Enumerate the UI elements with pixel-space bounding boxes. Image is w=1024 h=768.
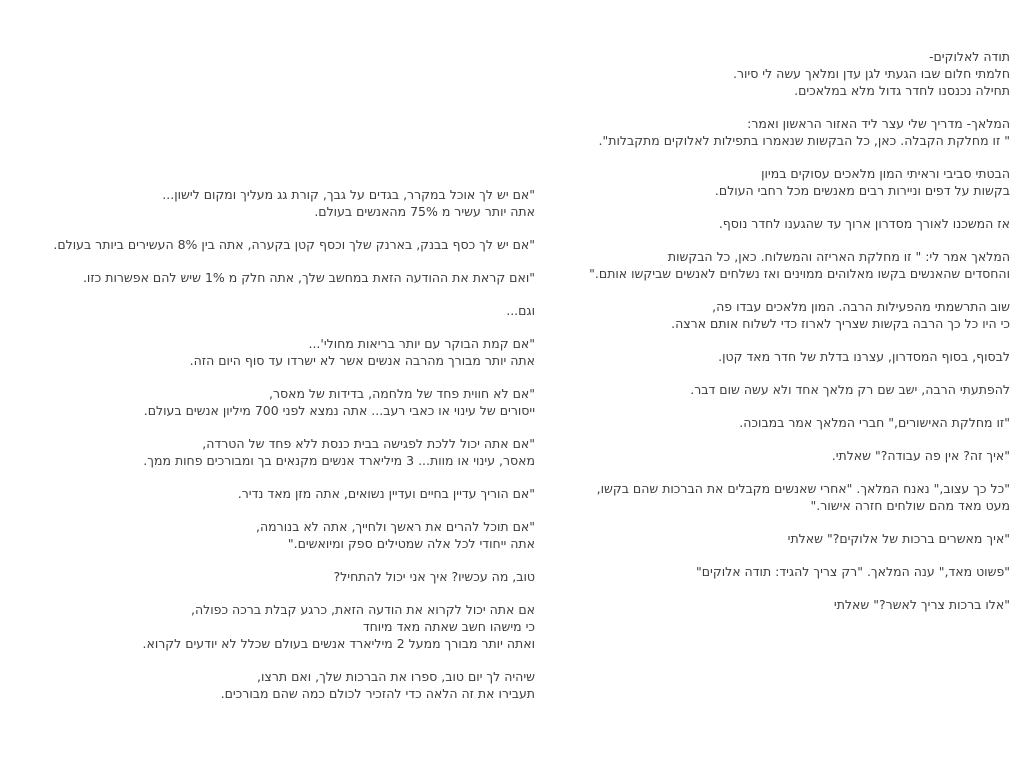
paragraph [53,601,535,652]
paragraph [589,596,1010,613]
paragraph [589,165,1010,199]
text-line: מעט מאד מהם שולחים חזרה אישור." [810,498,1010,513]
text-line: תודה לאלוקים- [928,49,1010,64]
text-line: "פשוט מאד," ענה המלאך. "רק צריך להגיד: תודה אלוקים" [696,564,1010,579]
text-line: "איך מאשרים ברכות של אלוקים?" שאלתי [787,531,1010,546]
paragraph [53,668,535,702]
text-line: אם אתה יכול לקרוא את הודעה הזאת, כרגע קבלת ברכה כפולה, [190,602,535,617]
text-line: "זו מחלקת האישורים," חברי המלאך אמר במבוכה. [739,415,1010,430]
text-line: טוב, מה עכשיו? איך אני יכול להתחיל? [333,569,535,584]
text-line: ייסורים של עינוי או כאבי רעב... אתה נמצא לפני 700 מיליון אנשים בעולם. [143,403,535,418]
text-line: לבסוף, בסוף המסדרון, עצרנו בדלת של חדר מאד קטן. [718,349,1010,364]
paragraph [589,480,1010,514]
text-line: אתה ייחודי לכל אלה שמטילים ספק ומיואשים." [287,536,535,551]
paragraph [589,115,1010,149]
paragraph [589,563,1010,580]
blessings-column [53,186,535,718]
paragraph [53,302,535,319]
paragraph [589,530,1010,547]
text-line: וגם... [506,303,535,318]
text-line: ואתה יותר מבורך ממעל 2 מיליארד אנשים בעולם שכלל לא יודעים לקרוא. [142,636,535,651]
paragraph [589,248,1010,282]
paragraph [53,269,535,286]
text-line: המלאך- מדריך שלי עצר ליד האזור הראשון ואמר: [747,116,1010,131]
paragraph [53,485,535,502]
paragraph [589,298,1010,332]
text-line: "אם אתה יכול ללכת לפגישה בבית כנסת ללא פחד של הטרדה, [202,436,535,451]
paragraph [589,381,1010,398]
text-line: בקשות על דפים וניירות רבים מאנשים מכל רחבי העולם. [714,183,1010,198]
text-line: אתה יותר עשיר מ 75% מהאנשים בעולם. [314,204,535,219]
paragraph [589,414,1010,431]
text-line: "איך זה? אין פה עבודה?" שאלתי. [831,448,1010,463]
text-line: "אם הוריך עדיין בחיים ועדיין נשואים, אתה מזן מאד נדיר. [237,486,535,501]
text-line: "אם לא חווית פחד של מלחמה, בדידות של מאסר, [268,386,535,401]
text-line: תחילה נכנסנו לחדר גדול מלא במלאכים. [794,83,1010,98]
text-line: תעבירו את זה הלאה כדי להזכיר לכולם כמה שהם מבורכים. [220,686,535,701]
paragraph [53,435,535,469]
text-line: אתה יותר מבורך מהרבה אנשים אשר לא ישרדו עד סוף היום הזה. [189,353,535,368]
text-line: "אם יש לך כסף בבנק, בארנק שלך וכסף קטן בקערה, אתה בין 8% העשירים ביותר בעולם. [53,237,535,252]
text-line: להפתעתי הרבה, ישב שם רק מלאך אחד ולא עשה שום דבר. [690,382,1010,397]
paragraph [53,568,535,585]
text-line: המלאך אמר לי: " זו מחלקת האריזה והמשלוח. כאן, כל הבקשות [667,249,1010,264]
text-line: מאסר, עינוי או מוות... 3 מיליארד אנשים מקנאים בך ומבורכים פחות ממך. [143,453,535,468]
text-line: חלמתי חלום שבו הגעתי לגן עדן ומלאך עשה לי סיור. [732,66,1010,81]
paragraph [589,215,1010,232]
text-line: אז המשכנו לאורך מסדרון ארוך עד שהגענו לחדר נוסף. [718,216,1010,231]
dream-story-column [589,48,1010,629]
text-line: "אם תוכל להרים את ראשך ולחייך, אתה לא בנורמה, [256,519,535,534]
paragraph [53,335,535,369]
text-line: כי מישהו חשב שאתה מאד מיוחד [362,619,535,634]
text-line: כי היו כל כך הרבה בקשות שצריך לארוז כדי לשלוח אותם ארצה. [671,316,1010,331]
paragraph [53,385,535,419]
paragraph [53,186,535,220]
paragraph [53,518,535,552]
paragraph [589,447,1010,464]
text-line: "כל כך עצוב," נאנח המלאך. "אחרי שאנשים מקבלים את הברכות שהם בקשו, [596,481,1010,496]
text-line: "אם קמת הבוקר עם יותר בריאות מחולי'... [308,336,535,351]
text-line: "אלו ברכות צריך לאשר?" שאלתי [833,597,1010,612]
text-line: שיהיה לך יום טוב, ספרו את הברכות שלך, ואם תרצו, [257,669,535,684]
text-line: "ואם קראת את ההודעה הזאת במחשב שלך, אתה חלק מ 1% שיש להם אפשרות כזו. [82,270,535,285]
text-line: שוב התרשמתי מהפעילות הרבה. המון מלאכים עבדו פה, [712,299,1010,314]
paragraph [589,348,1010,365]
text-line: והחסדים שהאנשים בקשו מאלוהים ממוינים ואז נשלחים לאנשים שביקשו אותם." [589,266,1010,281]
paragraph [589,48,1010,99]
paragraph [53,236,535,253]
text-line: "אם יש לך אוכל במקרר, בגדים על גבך, קורת גג מעליך ומקום לישון... [162,187,535,202]
text-line: " זו מחלקת הקבלה. כאן, כל הבקשות שנאמרו בתפילות לאלוקים מתקבלות". [598,133,1010,148]
text-line: הבטתי סביבי וראיתי המון מלאכים עסוקים במיון [761,166,1010,181]
